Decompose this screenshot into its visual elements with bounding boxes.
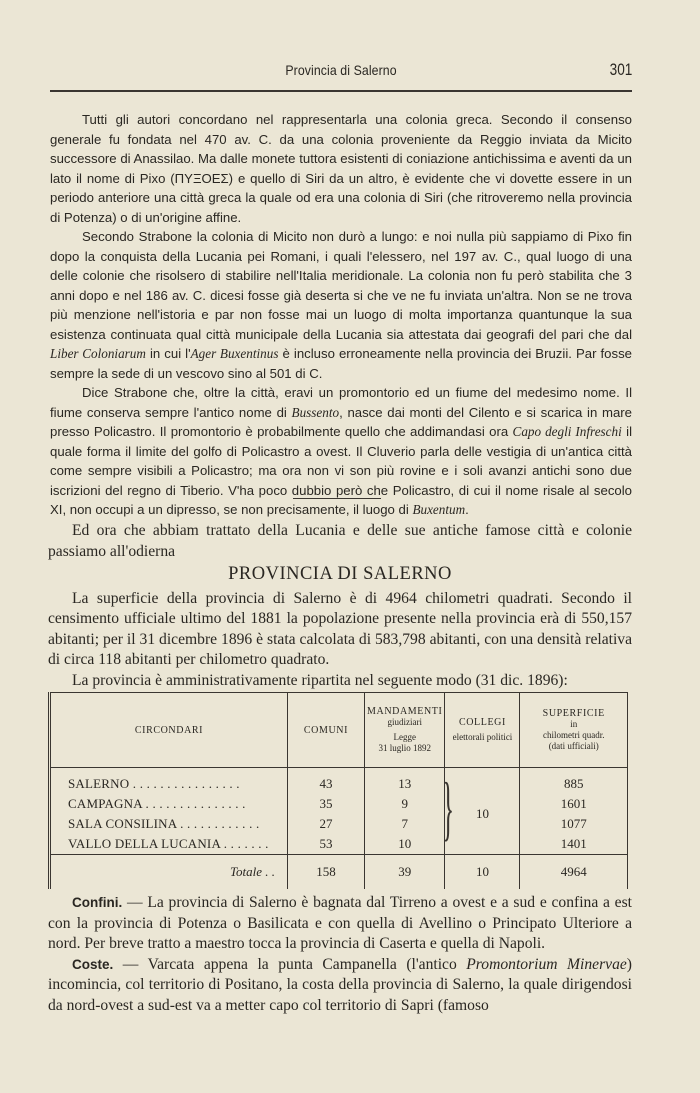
header-superficie: SUPERFICIE in chilometri quadr. (dati ufficiali) [520, 693, 628, 768]
mandamenti-value: 9 [365, 794, 445, 814]
page-header [50, 60, 632, 84]
text-run: in cui l' [145, 346, 191, 361]
running-title: Provincia di Salerno [285, 62, 397, 78]
text-run: Dice Strabone che, oltre la città, eravi un promontorio ed un fiume del medesimo nome. Il fiume conserva sempre l'antico nome di [50, 385, 632, 420]
superficie-value: 1601 [520, 794, 628, 814]
circondario-name: SALA CONSILINA . . . . . . . . . . . . [50, 814, 288, 834]
total-mandamenti: 39 [365, 855, 445, 890]
circondario-name: VALLO DELLA LUCANIA . . . . . . . [50, 834, 288, 855]
ancient-history-section [50, 110, 632, 520]
header-collegi: COLLEGI elettorali politici [445, 693, 520, 768]
table-row [50, 794, 628, 814]
total-row [50, 855, 628, 890]
superficie-value: 1401 [520, 834, 628, 855]
text-run: . [465, 502, 469, 517]
confini-paragraph [48, 893, 632, 955]
text-run: Tutti gli autori concordano nel rappresentarla una colonia greca. Secondo il consenso generale fu fondata nel 470 av. C. da una colonia proveniente da Reggio inviata da Micito successore di Anassilao. Ma dalle monete tuttora esistenti di coniazione antichissima e aventi da un lato il nome di Pixo (ΠΥΞΟΕΣ) e quello di Siri da un altro, è evidente che vi dovette essere in un periodo anteriore una città greca la quale od era una colonia di Siri (che ritroveremo nella provincia di Potenza) o di un'origine affine. [50, 112, 632, 225]
italic-term: Bussento [291, 404, 340, 420]
italic-term: Liber Coloniarum [50, 346, 146, 361]
comuni-value: 27 [288, 814, 365, 834]
collegi-value: 10 [475, 806, 489, 821]
table-row [50, 814, 628, 834]
header-comuni: COMUNI [288, 693, 365, 768]
coste-text-1: — Varcata appena la punta Campanella (l'antico [113, 955, 467, 973]
superficie-value: 885 [520, 768, 628, 795]
total-collegi: 10 [445, 855, 520, 890]
comuni-value: 43 [288, 768, 365, 795]
italic-term: Buxentum [412, 502, 466, 517]
geography-section [48, 893, 632, 1016]
body-paragraph [50, 383, 632, 520]
collegi-grouped-cell [442, 768, 520, 855]
circondario-name: CAMPAGNA . . . . . . . . . . . . . . . [50, 794, 288, 814]
confini-text: — La provincia di Salerno è bagnata dal Tirreno a ovest e a sud e confina a est con la provincia di Potenza o Basilicata e con quella di Avellino o Principato Ulteriore a nord. Per breve tratto a maestro tocca la provincia di Caserta e quella di Napoli. [48, 894, 632, 952]
coste-italic: Promontorium Minervae [466, 955, 627, 973]
text-run: , nasce dai monti del Cilento e si scarica in mare presso Policastro. Il promontorio è probabilmente quello che addimandasi ora [50, 404, 633, 439]
confini-heading: Confini. [72, 895, 123, 910]
total-comuni: 158 [288, 855, 365, 890]
brace-symbol: } [442, 768, 455, 848]
transition-paragraph: Ed ora che abbiam trattato della Lucania e delle sue antiche famose città e colonie passiamo all'odierna [48, 522, 632, 560]
modern-province-section [48, 521, 632, 691]
text-run: il quale forma il limite del golfo di Policastro a ovest. Il Cluverio parla delle vestigia di un'antica città come sempre visibili a Policastro; ma ora non vi son più rovine e i soli avanzi antichi sono due iscrizioni del regno di Tiberio. V'ha poco dubbio però che Policastro, di cui il nome risale al secolo XI, non occupi a un dipresso, se non precisamente, il luogo di [50, 424, 632, 517]
mandamenti-value: 13 [365, 768, 445, 795]
comuni-value: 35 [288, 794, 365, 814]
page-number: 301 [609, 60, 632, 79]
coste-paragraph [48, 955, 632, 1017]
text-run: Secondo Strabone la colonia di Micito non durò a lungo: e noi nulla più sappiamo di Pixo fin dopo la conquista della Lucania pei Romani, i quali l'elessero, nel 197 av. C., qual luogo di una delle colonie che risolsero di stabilire nell'Italia meridionale. La colonia non fu però stabilita che 3 anni dopo e nel 186 av. C. dicesi fosse già deserta si che ve ne fu inviata un'altra. Non se ne trova più menzione nell'istoria e par non fosse mai un luogo di molta importanza quantunque la sua esistenza continuata qual città municipale della Lucania sia attestata dai geografi del pari che dal [50, 229, 632, 342]
comuni-value: 53 [288, 834, 365, 855]
header-circondari: CIRCONDARI [50, 693, 288, 768]
italic-term: Ager Buxentinus [190, 346, 279, 361]
body-paragraph [50, 227, 632, 383]
intro-paragraph: La superficie della provincia di Salerno è di 4964 chilometri quadrati. Secondo il censimento ufficiale ultimo del 1881 la popolazione presente nella provincia erà di 550,157 abitanti; per il 31 dicembre 1896 è stata calcolata di 583,798 abitanti, con una densità relativa di circa 118 abitanti per chilometro quadrato. [48, 589, 632, 668]
mandamenti-value: 10 [365, 834, 445, 855]
total-label: Totale . . [50, 855, 288, 890]
table-row [50, 768, 628, 795]
table-intro: La provincia è amministrativamente ripartita nel seguente modo (31 dic. 1896): [72, 671, 568, 689]
italic-term: Capo degli Infreschi [512, 424, 622, 439]
administrative-table [48, 692, 628, 889]
circondario-name: SALERNO . . . . . . . . . . . . . . . . [50, 768, 288, 795]
coste-heading: Coste. [72, 956, 114, 972]
table-row [50, 834, 628, 855]
total-superficie: 4964 [520, 855, 628, 890]
table-header-row [50, 693, 628, 768]
section-separator [293, 498, 381, 499]
header-rule [50, 90, 632, 92]
mandamenti-value: 7 [365, 814, 445, 834]
coste-text-2: ) incomincia, col territorio di Positano, la costa della provincia di Salerno, la quale dirigendosi da nord-ovest a sud-est va a metter capo col territorio di Sapri (famoso [48, 955, 632, 1014]
superficie-value: 1077 [520, 814, 628, 834]
body-paragraph [50, 110, 632, 227]
header-mandamenti: MANDAMENTI giudiziari Legge 31 luglio 1892 [365, 693, 445, 768]
text-run: è incluso erroneamente nella provincia dei Bruzii. Par fosse sempre la sede di un vescovo sino al 501 di C. [50, 346, 632, 381]
section-title: PROVINCIA DI SALERNO [228, 564, 452, 584]
